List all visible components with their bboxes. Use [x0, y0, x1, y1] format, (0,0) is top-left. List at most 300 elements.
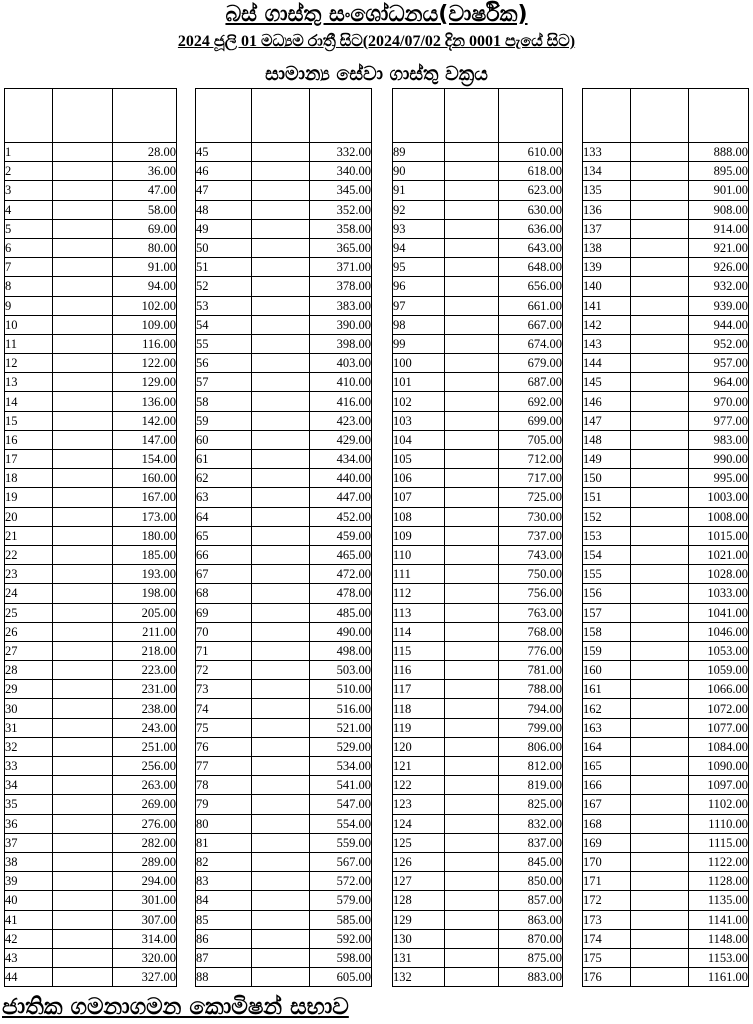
stage-number-cell: 76: [196, 737, 252, 756]
stage-number-cell: 156: [583, 584, 631, 603]
table-row: [196, 545, 372, 564]
table-row: [196, 162, 372, 181]
blank-cell: [53, 469, 113, 488]
blank-cell: [631, 526, 689, 545]
blank-cell: [252, 661, 310, 680]
table-row: [393, 545, 563, 564]
table-row: [5, 507, 177, 526]
blank-cell: [53, 488, 113, 507]
blank-cell: [252, 469, 310, 488]
table-row: [196, 488, 372, 507]
blank-cell: [53, 680, 113, 699]
stage-number-cell: 158: [583, 622, 631, 641]
table-row: [393, 565, 563, 584]
stage-number-cell: 166: [583, 776, 631, 795]
fare-value-cell: 1033.00: [689, 584, 749, 603]
blank-cell: [252, 296, 310, 315]
table-row: [393, 450, 563, 469]
stage-number-cell: 81: [196, 833, 252, 852]
fare-value-cell: 383.00: [310, 296, 372, 315]
stage-number-cell: 98: [393, 315, 445, 334]
table-row: [5, 315, 177, 334]
fare-value-cell: 661.00: [499, 296, 563, 315]
table-row: [5, 373, 177, 392]
blank-cell: [631, 334, 689, 353]
fare-value-cell: 667.00: [499, 315, 563, 334]
table-row: [5, 757, 177, 776]
blank-cell: [252, 430, 310, 449]
fare-value-cell: 756.00: [499, 584, 563, 603]
fare-value-cell: 819.00: [499, 776, 563, 795]
fare-value-cell: 776.00: [499, 641, 563, 660]
stage-number-cell: 13: [5, 373, 53, 392]
table-row: [5, 910, 177, 929]
blank-cell: [445, 565, 499, 584]
stage-number-cell: 62: [196, 469, 252, 488]
table-row: [196, 430, 372, 449]
table-row: [196, 852, 372, 871]
stage-number-cell: 126: [393, 852, 445, 871]
blank-cell: [631, 603, 689, 622]
stage-number-cell: 139: [583, 258, 631, 277]
table-row: [196, 603, 372, 622]
table-row: [583, 162, 749, 181]
column-header-blank: [252, 89, 310, 143]
fare-value-cell: 901.00: [689, 181, 749, 200]
blank-cell: [53, 737, 113, 756]
column-header-fare: [499, 89, 563, 143]
blank-cell: [252, 334, 310, 353]
blank-cell: [631, 143, 689, 162]
table-row: [393, 143, 563, 162]
stage-number-cell: 29: [5, 680, 53, 699]
fare-value-cell: 94.00: [113, 277, 177, 296]
stage-number-cell: 83: [196, 872, 252, 891]
fare-value-cell: 674.00: [499, 334, 563, 353]
blank-cell: [631, 948, 689, 967]
fare-value-cell: 1097.00: [689, 776, 749, 795]
stage-number-cell: 115: [393, 641, 445, 660]
fare-value-cell: 198.00: [113, 584, 177, 603]
stage-number-cell: 64: [196, 507, 252, 526]
table-row: [196, 872, 372, 891]
stage-number-cell: 120: [393, 737, 445, 756]
blank-cell: [445, 680, 499, 699]
blank-cell: [631, 776, 689, 795]
blank-cell: [252, 238, 310, 257]
blank-cell: [445, 296, 499, 315]
blank-cell: [252, 833, 310, 852]
table-row: [5, 545, 177, 564]
fare-value-cell: 465.00: [310, 545, 372, 564]
blank-cell: [53, 872, 113, 891]
fare-value-cell: 768.00: [499, 622, 563, 641]
blank-cell: [445, 411, 499, 430]
blank-cell: [631, 296, 689, 315]
stage-number-cell: 138: [583, 238, 631, 257]
blank-cell: [445, 718, 499, 737]
table-row: [5, 699, 177, 718]
fare-value-cell: 1028.00: [689, 565, 749, 584]
blank-cell: [252, 392, 310, 411]
fare-value-cell: 957.00: [689, 354, 749, 373]
stage-number-cell: 7: [5, 258, 53, 277]
fare-value-cell: 1072.00: [689, 699, 749, 718]
fare-table-header-row: [5, 89, 177, 143]
fare-value-cell: 180.00: [113, 526, 177, 545]
blank-cell: [445, 373, 499, 392]
blank-cell: [445, 603, 499, 622]
column-header-blank: [631, 89, 689, 143]
blank-cell: [53, 718, 113, 737]
fare-value-cell: 656.00: [499, 277, 563, 296]
table-row: [393, 258, 563, 277]
stage-number-cell: 19: [5, 488, 53, 507]
stage-number-cell: 131: [393, 948, 445, 967]
fare-value-cell: 944.00: [689, 315, 749, 334]
blank-cell: [53, 219, 113, 238]
fare-value-cell: 763.00: [499, 603, 563, 622]
stage-number-cell: 82: [196, 852, 252, 871]
table-row: [196, 661, 372, 680]
stage-number-cell: 143: [583, 334, 631, 353]
table-row: [5, 277, 177, 296]
stage-number-cell: 50: [196, 238, 252, 257]
fare-value-cell: 952.00: [689, 334, 749, 353]
table-row: [5, 584, 177, 603]
table-row: [5, 565, 177, 584]
stage-number-cell: 163: [583, 718, 631, 737]
stage-number-cell: 124: [393, 814, 445, 833]
blank-cell: [252, 680, 310, 699]
fare-value-cell: 995.00: [689, 469, 749, 488]
blank-cell: [631, 354, 689, 373]
stage-number-cell: 146: [583, 392, 631, 411]
blank-cell: [445, 872, 499, 891]
stage-number-cell: 43: [5, 948, 53, 967]
blank-cell: [252, 948, 310, 967]
blank-cell: [53, 622, 113, 641]
blank-cell: [53, 143, 113, 162]
stage-number-cell: 91: [393, 181, 445, 200]
blank-cell: [445, 776, 499, 795]
fare-value-cell: 737.00: [499, 526, 563, 545]
fare-value-cell: 743.00: [499, 545, 563, 564]
stage-number-cell: 161: [583, 680, 631, 699]
fare-value-cell: 282.00: [113, 833, 177, 852]
fare-value-cell: 977.00: [689, 411, 749, 430]
table-row: [393, 968, 563, 987]
fare-value-cell: 459.00: [310, 526, 372, 545]
table-row: [583, 219, 749, 238]
fare-value-cell: 109.00: [113, 315, 177, 334]
blank-cell: [53, 181, 113, 200]
blank-cell: [53, 162, 113, 181]
fare-value-cell: 36.00: [113, 162, 177, 181]
blank-cell: [252, 315, 310, 334]
table-row: [196, 737, 372, 756]
blank-cell: [252, 200, 310, 219]
stage-number-cell: 147: [583, 411, 631, 430]
table-row: [196, 680, 372, 699]
table-row: [5, 258, 177, 277]
table-row: [583, 296, 749, 315]
table-row: [196, 143, 372, 162]
fare-value-cell: 875.00: [499, 948, 563, 967]
fare-value-cell: 1008.00: [689, 507, 749, 526]
stage-number-cell: 3: [5, 181, 53, 200]
fare-value-cell: 1084.00: [689, 737, 749, 756]
stage-number-cell: 171: [583, 872, 631, 891]
table-row: [196, 200, 372, 219]
blank-cell: [53, 526, 113, 545]
stage-number-cell: 127: [393, 872, 445, 891]
blank-cell: [53, 910, 113, 929]
stage-number-cell: 15: [5, 411, 53, 430]
fare-value-cell: 1015.00: [689, 526, 749, 545]
fare-value-cell: 812.00: [499, 757, 563, 776]
table-row: [393, 584, 563, 603]
fare-value-cell: 832.00: [499, 814, 563, 833]
stage-number-cell: 72: [196, 661, 252, 680]
fare-value-cell: 129.00: [113, 373, 177, 392]
fare-value-cell: 1066.00: [689, 680, 749, 699]
stage-number-cell: 106: [393, 469, 445, 488]
blank-cell: [445, 757, 499, 776]
stage-number-cell: 148: [583, 430, 631, 449]
table-row: [196, 411, 372, 430]
table-row: [5, 143, 177, 162]
fare-value-cell: 314.00: [113, 929, 177, 948]
blank-cell: [445, 200, 499, 219]
table-row: [583, 469, 749, 488]
blank-cell: [252, 565, 310, 584]
table-row: [5, 200, 177, 219]
table-row: [5, 641, 177, 660]
stage-number-cell: 14: [5, 392, 53, 411]
table-row: [393, 219, 563, 238]
fare-value-cell: 939.00: [689, 296, 749, 315]
blank-cell: [53, 334, 113, 353]
fare-value-cell: 147.00: [113, 430, 177, 449]
blank-cell: [53, 641, 113, 660]
blank-cell: [252, 757, 310, 776]
fare-value-cell: 921.00: [689, 238, 749, 257]
fare-table-header-row: [393, 89, 563, 143]
blank-cell: [445, 795, 499, 814]
fare-value-cell: 205.00: [113, 603, 177, 622]
blank-cell: [445, 507, 499, 526]
fare-value-cell: 572.00: [310, 872, 372, 891]
table-row: [393, 507, 563, 526]
blank-cell: [252, 699, 310, 718]
fare-value-cell: 788.00: [499, 680, 563, 699]
fare-value-cell: 883.00: [499, 968, 563, 987]
stage-number-cell: 69: [196, 603, 252, 622]
blank-cell: [631, 872, 689, 891]
table-row: [583, 545, 749, 564]
table-row: [5, 392, 177, 411]
blank-cell: [252, 411, 310, 430]
stage-number-cell: 111: [393, 565, 445, 584]
blank-cell: [53, 757, 113, 776]
table-row: [583, 641, 749, 660]
blank-cell: [53, 603, 113, 622]
fare-value-cell: 1148.00: [689, 929, 749, 948]
fare-value-cell: 256.00: [113, 757, 177, 776]
fare-value-cell: 888.00: [689, 143, 749, 162]
stage-number-cell: 31: [5, 718, 53, 737]
stage-number-cell: 42: [5, 929, 53, 948]
blank-cell: [631, 814, 689, 833]
table-row: [196, 277, 372, 296]
table-row: [196, 776, 372, 795]
table-row: [5, 219, 177, 238]
fare-value-cell: 618.00: [499, 162, 563, 181]
blank-cell: [53, 200, 113, 219]
table-row: [393, 200, 563, 219]
blank-cell: [252, 258, 310, 277]
blank-cell: [252, 776, 310, 795]
blank-cell: [631, 162, 689, 181]
fare-table-block-3: [392, 88, 563, 987]
column-header-blank: [445, 89, 499, 143]
blank-cell: [252, 968, 310, 987]
stage-number-cell: 122: [393, 776, 445, 795]
table-row: [393, 392, 563, 411]
stage-number-cell: 175: [583, 948, 631, 967]
table-row: [5, 948, 177, 967]
column-header-stage: [5, 89, 53, 143]
stage-number-cell: 6: [5, 238, 53, 257]
table-row: [583, 737, 749, 756]
fare-value-cell: 371.00: [310, 258, 372, 277]
blank-cell: [252, 641, 310, 660]
fare-value-cell: 434.00: [310, 450, 372, 469]
blank-cell: [631, 392, 689, 411]
stage-number-cell: 93: [393, 219, 445, 238]
table-row: [583, 661, 749, 680]
blank-cell: [445, 948, 499, 967]
blank-cell: [252, 354, 310, 373]
stage-number-cell: 108: [393, 507, 445, 526]
fare-value-cell: 623.00: [499, 181, 563, 200]
table-row: [583, 488, 749, 507]
fare-value-cell: 970.00: [689, 392, 749, 411]
stage-number-cell: 110: [393, 545, 445, 564]
blank-cell: [252, 910, 310, 929]
table-row: [393, 373, 563, 392]
blank-cell: [631, 699, 689, 718]
blank-cell: [445, 430, 499, 449]
fare-value-cell: 503.00: [310, 661, 372, 680]
table-row: [196, 699, 372, 718]
blank-cell: [53, 315, 113, 334]
stage-number-cell: 48: [196, 200, 252, 219]
table-row: [583, 565, 749, 584]
stage-number-cell: 34: [5, 776, 53, 795]
blank-cell: [53, 411, 113, 430]
stage-number-cell: 132: [393, 968, 445, 987]
table-row: [196, 910, 372, 929]
table-row: [393, 334, 563, 353]
blank-cell: [445, 143, 499, 162]
blank-cell: [445, 929, 499, 948]
table-row: [5, 488, 177, 507]
stage-number-cell: 142: [583, 315, 631, 334]
stage-number-cell: 35: [5, 795, 53, 814]
blank-cell: [631, 373, 689, 392]
fare-value-cell: 289.00: [113, 852, 177, 871]
blank-cell: [445, 392, 499, 411]
stage-number-cell: 135: [583, 181, 631, 200]
blank-cell: [252, 603, 310, 622]
fare-value-cell: 478.00: [310, 584, 372, 603]
stage-number-cell: 150: [583, 469, 631, 488]
blank-cell: [53, 238, 113, 257]
blank-cell: [252, 584, 310, 603]
stage-number-cell: 61: [196, 450, 252, 469]
blank-cell: [445, 852, 499, 871]
fare-value-cell: 69.00: [113, 219, 177, 238]
table-row: [583, 584, 749, 603]
fare-value-cell: 964.00: [689, 373, 749, 392]
table-row: [196, 238, 372, 257]
blank-cell: [53, 776, 113, 795]
table-row: [196, 891, 372, 910]
table-row: [583, 680, 749, 699]
stage-number-cell: 80: [196, 814, 252, 833]
table-row: [196, 296, 372, 315]
blank-cell: [631, 852, 689, 871]
fare-value-cell: 529.00: [310, 737, 372, 756]
blank-cell: [53, 661, 113, 680]
table-row: [5, 776, 177, 795]
blank-cell: [252, 795, 310, 814]
fare-value-cell: 294.00: [113, 872, 177, 891]
stage-number-cell: 26: [5, 622, 53, 641]
fare-value-cell: 725.00: [499, 488, 563, 507]
fare-value-cell: 598.00: [310, 948, 372, 967]
stage-number-cell: 154: [583, 545, 631, 564]
stage-number-cell: 144: [583, 354, 631, 373]
column-header-blank: [53, 89, 113, 143]
stage-number-cell: 65: [196, 526, 252, 545]
blank-cell: [252, 814, 310, 833]
blank-cell: [631, 718, 689, 737]
fare-value-cell: 320.00: [113, 948, 177, 967]
stage-number-cell: 12: [5, 354, 53, 373]
fare-value-cell: 410.00: [310, 373, 372, 392]
fare-value-cell: 845.00: [499, 852, 563, 871]
fare-value-cell: 154.00: [113, 450, 177, 469]
table-row: [393, 162, 563, 181]
blank-cell: [53, 699, 113, 718]
blank-cell: [252, 277, 310, 296]
stage-number-cell: 114: [393, 622, 445, 641]
stage-number-cell: 68: [196, 584, 252, 603]
blank-cell: [631, 891, 689, 910]
blank-cell: [252, 507, 310, 526]
stage-number-cell: 9: [5, 296, 53, 315]
table-row: [5, 603, 177, 622]
stage-number-cell: 56: [196, 354, 252, 373]
table-row: [196, 334, 372, 353]
fare-value-cell: 116.00: [113, 334, 177, 353]
fare-value-cell: 643.00: [499, 238, 563, 257]
stage-number-cell: 75: [196, 718, 252, 737]
column-header-stage: [583, 89, 631, 143]
